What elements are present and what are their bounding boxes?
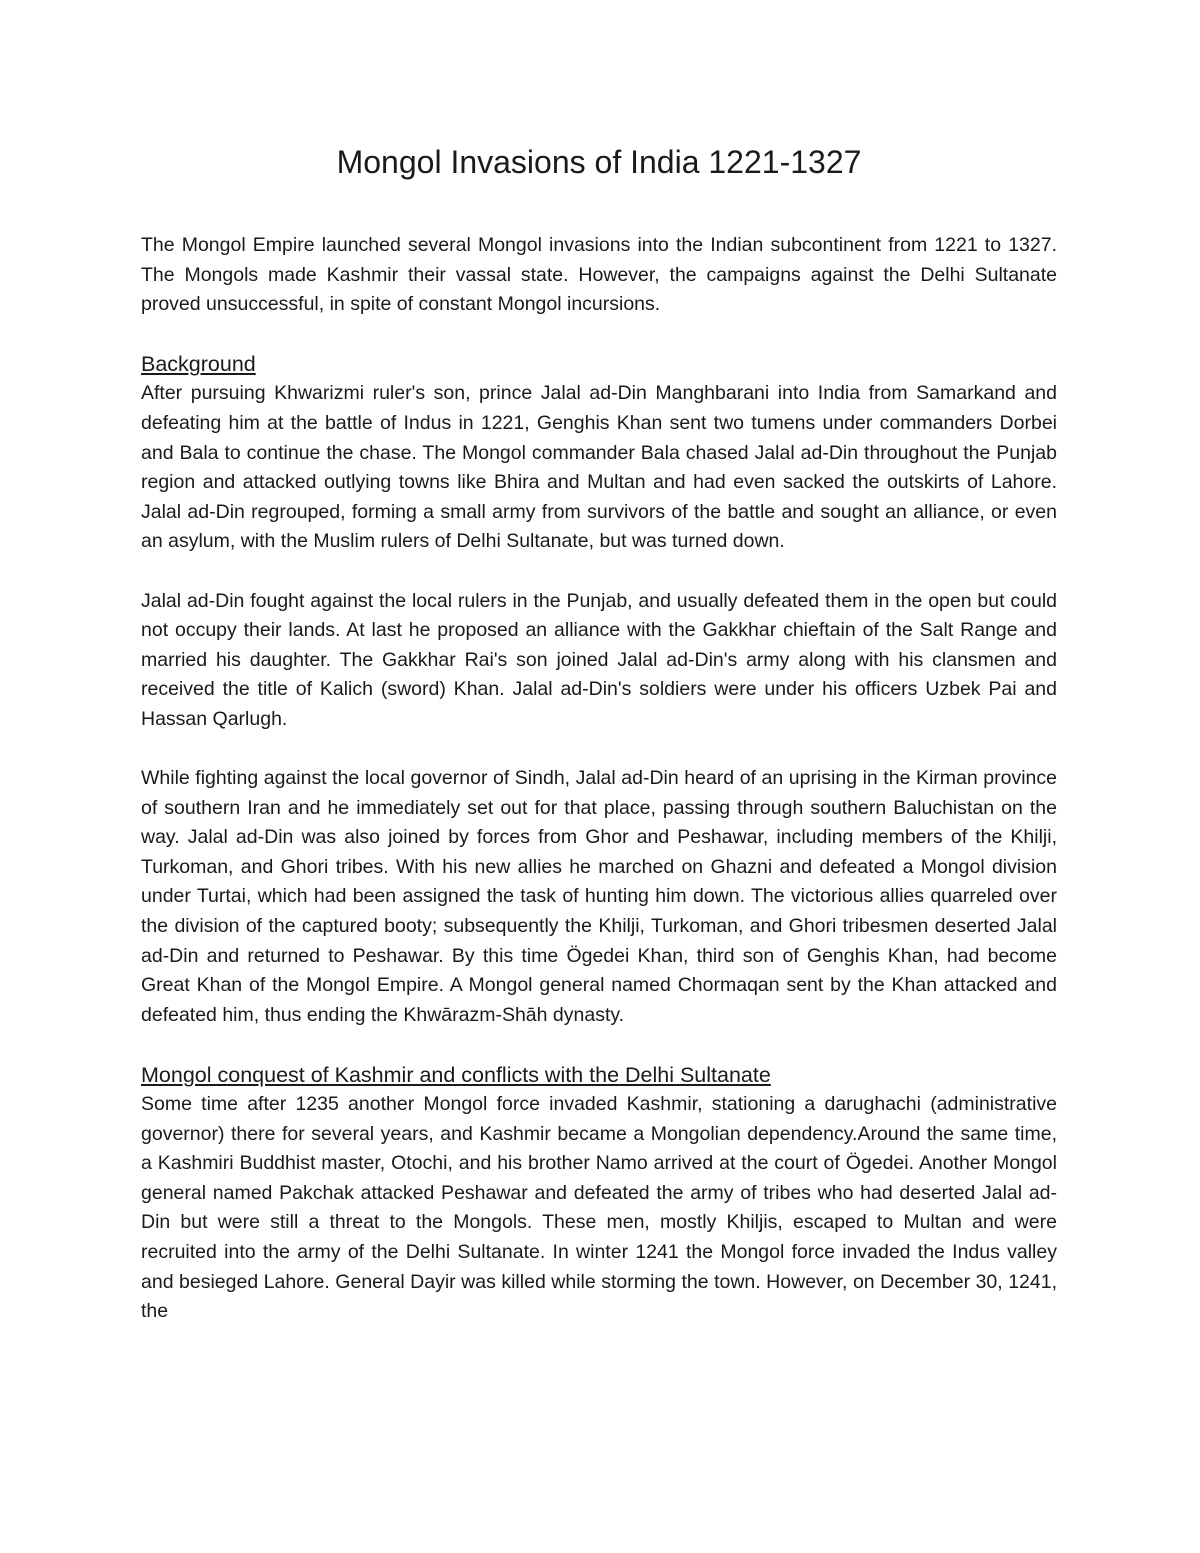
background-paragraph-3: While fighting against the local governor of Sindh, Jalal ad-Din heard of an uprising in the Kirman province of southern Iran and he immediately set out for that place, passing through southern Baluchistan on the way. Jalal ad-Din was also joined by forces from Ghor and Peshawar, including members of the Khilji, Turkoman, and Ghori tribes. With his new allies he marched on Ghazni and defeated a Mongol division under Turtai, which had been assigned the task of hunting him down. The victorious allies quarreled over the division of the captured booty; subsequently the Khilji, Turkoman, and Ghori tribesmen deserted Jalal ad-Din and returned to Peshawar. By this time Ögedei Khan, third son of Genghis Khan, had become Great Khan of the Mongol Empire. A Mongol general named Chormaqan sent by the Khan attacked and defeated him, thus ending the Khwārazm-Shāh dynasty. <box>141 767 1057 1026</box>
document-page <box>141 140 1057 1327</box>
section-heading-kashmir: Mongol conquest of Kashmir and conflicts with the Delhi Sultanate <box>141 1063 771 1088</box>
document-title: Mongol Invasions of India 1221-1327 <box>336 144 862 180</box>
kashmir-paragraph-1: Some time after 1235 another Mongol force invaded Kashmir, stationing a darughachi (administrative governor) there for several years, and Kashmir became a Mongolian dependency.Around the same time, a Kashmiri Buddhist master, Otochi, and his brother Namo arrived at the court of Ögedei. Another Mongol general named Pakchak attacked Peshawar and defeated the army of tribes who had deserted Jalal ad-Din but were still a threat to the Mongols. These men, mostly Khiljis, escaped to Multan and were recruited into the army of the Delhi Sultanate. In winter 1241 the Mongol force invaded the Indus valley and besieged Lahore. General Dayir was killed while storming the town. However, on December 30, 1241, the <box>141 1093 1057 1323</box>
background-paragraph-1: After pursuing Khwarizmi ruler's son, prince Jalal ad-Din Manghbarani into India from Samarkand and defeating him at the battle of Indus in 1221, Genghis Khan sent two tumens under commanders Dorbei and Bala to continue the chase. The Mongol commander Bala chased Jalal ad-Din throughout the Punjab region and attacked outlying towns like Bhira and Multan and had even sacked the outskirts of Lahore. Jalal ad-Din regrouped, forming a small army from survivors of the battle and sought an alliance, or even an asylum, with the Muslim rulers of Delhi Sultanate, but was turned down. <box>141 382 1057 553</box>
section-heading-background: Background <box>141 352 256 377</box>
intro-paragraph: The Mongol Empire launched several Mongol invasions into the Indian subcontinent from 1221 to 1327. The Mongols made Kashmir their vassal state. However, the campaigns against the Delhi Sultanate proved unsuccessful, in spite of constant Mongol incursions. <box>141 234 1057 316</box>
background-paragraph-2: Jalal ad-Din fought against the local rulers in the Punjab, and usually defeated them in the open but could not occupy their lands. At last he proposed an alliance with the Gakkhar chieftain of the Salt Range and married his daughter. The Gakkhar Rai's son joined Jalal ad-Din's army along with his clansmen and received the title of Kalich (sword) Khan. Jalal ad-Din's soldiers were under his officers Uzbek Pai and Hassan Qarlugh. <box>141 589 1057 730</box>
